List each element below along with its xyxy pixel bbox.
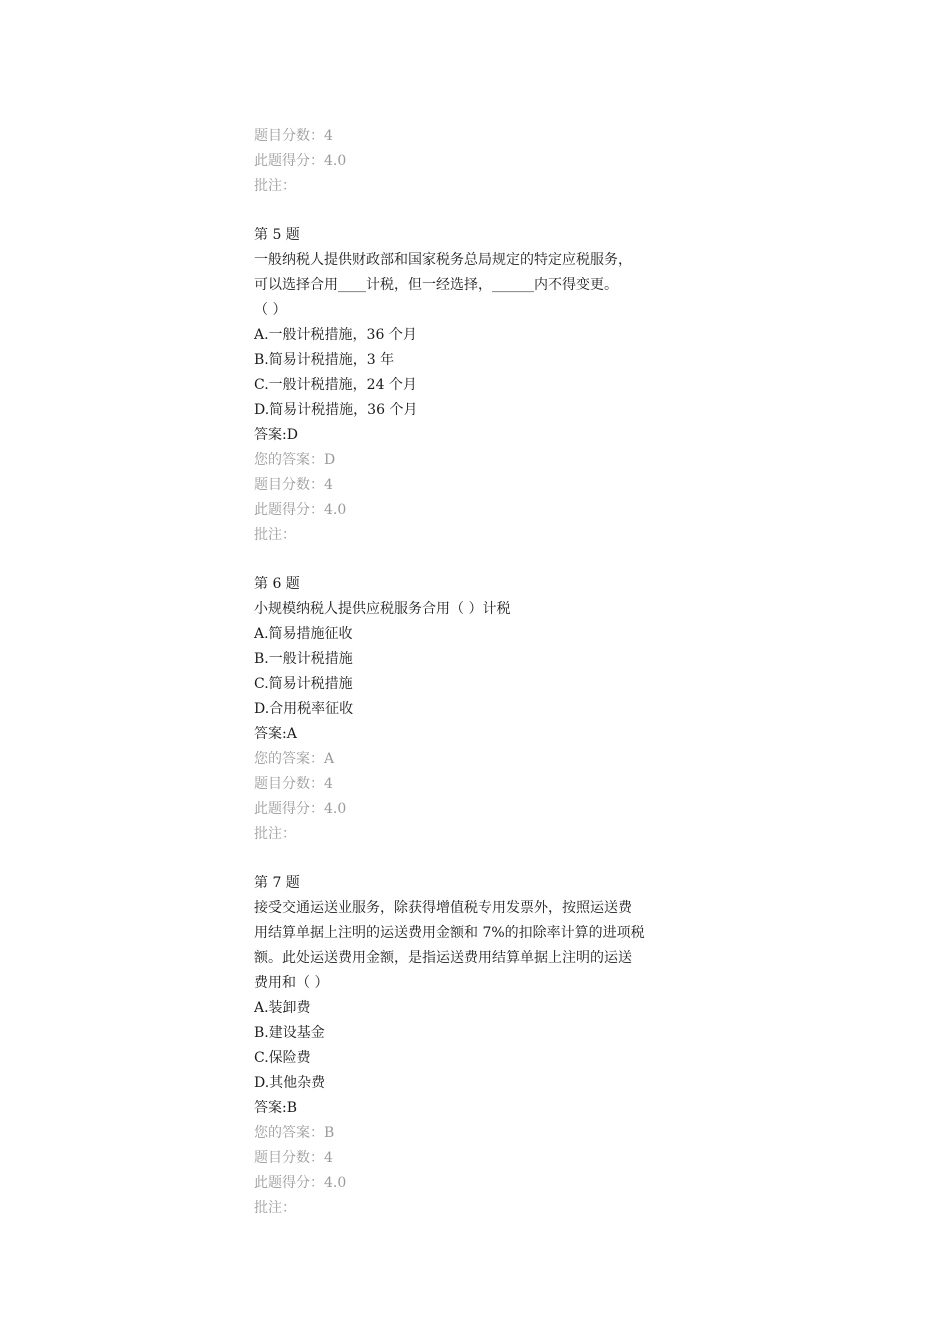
option-d: D.简易计税措施，36 个月 — [254, 402, 418, 418]
question-score: 题目分数：4 — [254, 776, 333, 792]
option-a: A.一般计税措施，36 个月 — [254, 327, 417, 343]
question-text-line: 额。此处运送费用金额，是指运送费用结算单据上注明的运送 — [254, 950, 632, 966]
option-c: C.保险费 — [254, 1050, 311, 1066]
question-comment: 批注： — [254, 826, 296, 842]
question-earned: 此题得分：4.0 — [254, 502, 347, 518]
correct-answer: 答案:B — [254, 1100, 298, 1116]
question-title: 第 6 题 — [254, 576, 300, 592]
question-score: 题目分数：4 — [254, 1150, 333, 1166]
correct-answer: 答案:A — [254, 726, 297, 742]
question-text-line: 一般纳税人提供财政部和国家税务总局规定的特定应税服务， — [254, 252, 632, 268]
correct-answer: 答案:D — [254, 427, 298, 443]
your-answer: 您的答案：B — [254, 1125, 335, 1141]
question-text-line: 小规模纳税人提供应税服务合用（ ）计税 — [254, 601, 511, 617]
option-a: A.简易措施征收 — [254, 626, 353, 642]
question-text — [254, 597, 724, 622]
question-text-line: 可以选择合用____计税，但一经选择，______内不得变更。 — [254, 277, 618, 293]
option-b: B.简易计税措施，3 年 — [254, 352, 395, 368]
question-text — [254, 248, 724, 323]
question-text-line: 用结算单据上注明的运送费用金额和 7%的扣除率计算的进项税 — [254, 925, 645, 941]
question-earned: 此题得分：4.0 — [254, 1175, 347, 1191]
question-comment: 批注： — [254, 527, 296, 543]
question-block-5 — [254, 223, 724, 548]
question-text — [254, 896, 724, 996]
question-title: 第 7 题 — [254, 875, 300, 891]
question-comment: 批注： — [254, 178, 296, 194]
option-b: B.一般计税措施 — [254, 651, 353, 667]
option-c: C.简易计税措施 — [254, 676, 353, 692]
question-text-line: 费用和（ ） — [254, 975, 329, 991]
document-page — [254, 124, 724, 1221]
your-answer: 您的答案：A — [254, 751, 335, 767]
question-text-line: （ ） — [254, 302, 287, 318]
option-d: D.其他杂费 — [254, 1075, 326, 1091]
question-block-7 — [254, 871, 724, 1221]
question-score: 题目分数：4 — [254, 477, 333, 493]
question-comment: 批注： — [254, 1200, 296, 1216]
question-block-6 — [254, 572, 724, 847]
question-title: 第 5 题 — [254, 227, 300, 243]
your-answer: 您的答案：D — [254, 452, 336, 468]
question-earned: 此题得分：4.0 — [254, 801, 347, 817]
question-score: 题目分数：4 — [254, 128, 333, 144]
option-d: D.合用税率征收 — [254, 701, 354, 717]
option-b: B.建设基金 — [254, 1025, 325, 1041]
option-a: A.装卸费 — [254, 1000, 311, 1016]
question-earned: 此题得分：4.0 — [254, 153, 347, 169]
question-text-line: 接受交通运送业服务，除获得增值税专用发票外，按照运送费 — [254, 900, 632, 916]
option-c: C.一般计税措施，24 个月 — [254, 377, 417, 393]
